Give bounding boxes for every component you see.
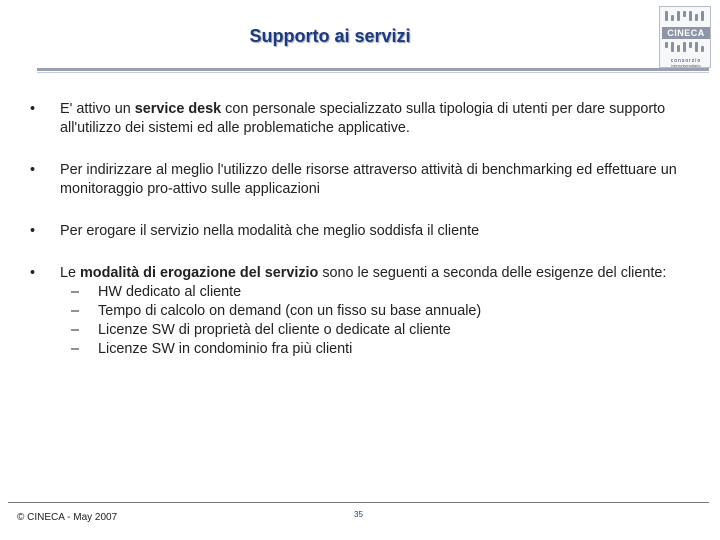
bullet-item	[30, 222, 700, 241]
bullet-item	[30, 264, 700, 359]
logo-subtagline: interuniversitario	[671, 63, 701, 68]
bullet-bold-text: service desk	[134, 101, 222, 117]
bullet-bold-text: modalità di erogazione del servizio	[80, 265, 319, 281]
sub-bullet-item	[60, 283, 700, 302]
logo-pattern-top	[665, 11, 707, 25]
sub-bullet-text: HW dedicato al cliente	[98, 284, 242, 300]
bullet-text: con personale specializzato sulla tipologia di utenti per dare supporto all'utilizzo dei sistemi ed alle problematiche applicative.	[60, 101, 666, 136]
logo-pattern-bottom	[665, 42, 707, 56]
sub-bullet-item	[60, 321, 700, 340]
footer-divider	[8, 502, 709, 503]
page-number: 35	[354, 510, 363, 519]
sub-bullet-item	[60, 340, 700, 359]
sub-bullet-text: Licenze SW in condominio fra più clienti	[98, 341, 353, 357]
bullet-marker: •	[30, 101, 36, 117]
slide-body	[30, 100, 700, 382]
slide-title: Supporto ai servizi	[249, 26, 411, 46]
logo-brand: CINECA	[662, 27, 710, 39]
bullet-text: E' attivo un	[60, 101, 135, 117]
sub-bullet-dash: –	[71, 322, 80, 338]
footer-copyright: © CINECA - May 2007	[17, 512, 118, 523]
bullet-text: Per erogare il servizio nella modalità che meglio soddisfa il cliente	[60, 223, 480, 239]
sub-bullet-dash: –	[71, 341, 80, 357]
bullet-marker: •	[30, 223, 36, 239]
sub-bullet-text: Tempo di calcolo on demand (con un fisso su base annuale)	[98, 303, 482, 319]
cineca-logo	[659, 6, 711, 68]
bullet-text: Le	[60, 265, 81, 281]
bullet-text: sono le seguenti a seconda delle esigenze del cliente:	[318, 265, 667, 281]
sub-bullet-dash: –	[71, 303, 80, 319]
sub-bullet-dash: –	[71, 284, 80, 300]
bullet-item	[30, 100, 700, 138]
bullet-item	[30, 161, 700, 199]
header-divider	[37, 68, 709, 72]
bullet-marker: •	[30, 162, 36, 178]
bullet-marker: •	[30, 265, 36, 281]
logo-tagline: consorzio	[670, 58, 702, 64]
sub-bullet-item	[60, 302, 700, 321]
sub-bullet-text: Licenze SW di proprietà del cliente o dedicate al cliente	[98, 322, 451, 338]
bullet-text: Per indirizzare al meglio l'utilizzo delle risorse attraverso attività di benchmarking ed effettuare un monitoraggio pro-attivo sulle applicazioni	[60, 162, 677, 197]
